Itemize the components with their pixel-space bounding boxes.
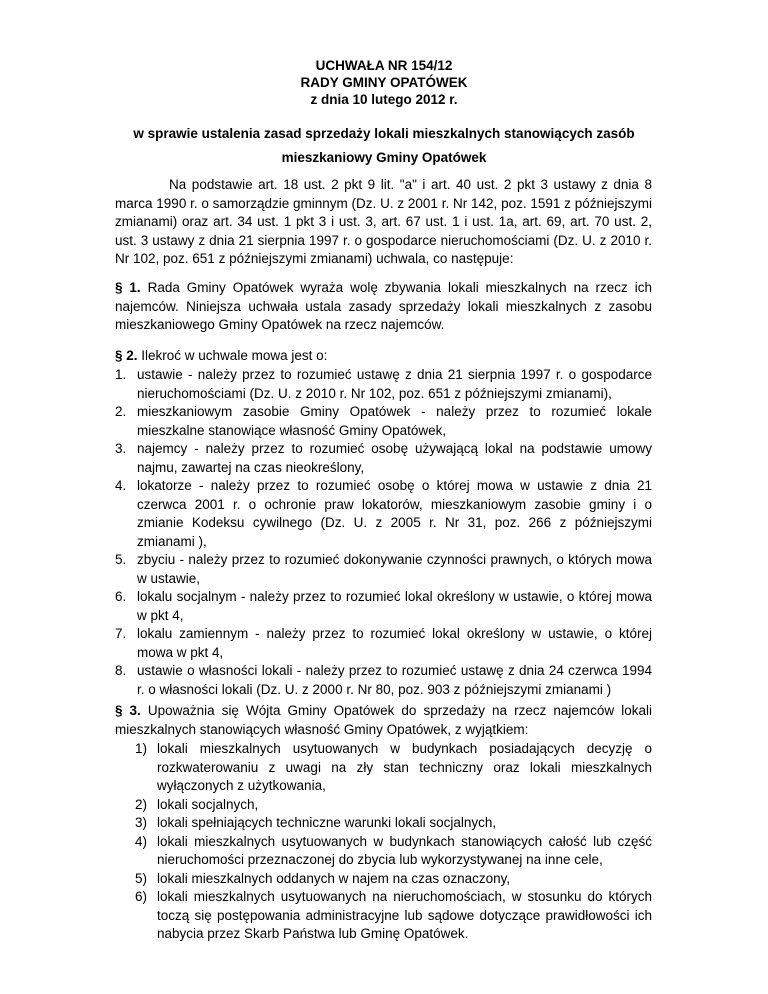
list-item-number: 1.: [115, 367, 127, 382]
section-3-text: Upoważnia się Wójta Gminy Opatówek do sprzedaży na rzecz najemców lokali mieszkalnych stanowiących własność Gminy Opatówek, z wyjątkiem:: [115, 703, 652, 737]
list-item: [115, 625, 652, 662]
list-item: [135, 833, 652, 870]
list-item: [135, 796, 652, 815]
list-item: [135, 870, 652, 889]
list-item: [115, 366, 652, 403]
list-item-text: lokali mieszkalnych usytuowanych w budynkach stanowiących całość lub część nieruchomości przeznaczonej do zbycia lub wykorzystywanej na inne cele,: [157, 833, 652, 867]
list-item: [135, 740, 652, 796]
list-item-number: 2): [135, 796, 148, 812]
list-item-number: 4): [135, 833, 148, 849]
list-item: [115, 662, 652, 699]
list-item-text: lokatorze - należy przez to rozumieć osobę o której mowa w ustawie z dnia 21 czerwca 2001 r. o ochronie praw lokatorów, mieszkaniowym zasobie gminy i o zmianie Kodeksu cywilnego (Dz. U. z 2005 r. Nr 31, poz. 266 z późniejszymi zmianami ),: [137, 478, 652, 549]
section-2-text: Ilekroć w uchwale mowa jest o:: [137, 348, 328, 363]
section-1-text: Rada Gminy Opatówek wyraża wolę zbywania lokali mieszkalnych na rzecz ich najemców. Niniejsza uchwała ustala zasady sprzedaży lokali mieszkalnych z zasobu mieszkaniowego Gminy Opatówek na rzecz najemców.: [115, 280, 652, 332]
list-item-text: ustawie - należy przez to rozumieć ustawę z dnia 21 sierpnia 1997 r. o gospodarce nieruchomościami (Dz. U. z 2010 r. Nr 102, poz. 651 z późniejszymi zmianami),: [137, 367, 652, 401]
list-item: [115, 588, 652, 625]
list-item-number: 7.: [115, 626, 127, 641]
list-item: [115, 477, 652, 551]
list-item: [135, 888, 652, 944]
section-3-label: § 3.: [115, 703, 141, 718]
list-item: [115, 403, 652, 440]
list-item-text: zbyciu - należy przez to rozumieć dokonywanie czynności prawnych, o których mowa w ustawie,: [137, 552, 652, 586]
list-item: [115, 551, 652, 588]
section-2: [115, 347, 652, 366]
subject-line-1: w sprawie ustalenia zasad sprzedaży lokali mieszkalnych stanowiących zasób: [133, 126, 635, 141]
list-item-number: 3): [135, 815, 148, 830]
list-item: [135, 814, 652, 833]
subject-line-2: mieszkaniowy Gminy Opatówek: [281, 150, 487, 165]
list-item-number: 4.: [115, 478, 127, 493]
list-item-number: 1): [135, 741, 148, 756]
list-item-number: 5.: [115, 552, 127, 567]
resolution-date: z dnia 10 lutego 2012 r.: [310, 92, 458, 107]
section-3-exceptions-list: [135, 740, 652, 944]
list-item-text: lokalu zamiennym - należy przez to rozumieć lokal określony w ustawie, o której mowa w pkt 4,: [137, 626, 652, 660]
list-item: [115, 440, 652, 477]
list-item-number: 2.: [115, 404, 127, 419]
list-item-text: mieszkaniowym zasobie Gminy Opatówek - należy przez to rozumieć lokale mieszkalne stanowiące własność Gminy Opatówek,: [137, 404, 652, 438]
list-item-text: lokali mieszkalnych usytuowanych na nieruchomościach, w stosunku do których toczą się postępowania administracyjne lub sądowe dotyczące prawidłowości ich nabycia przez Skarb Państwa lub Gminę Opatówek.: [157, 889, 652, 941]
list-item-number: 6.: [115, 589, 127, 604]
section-2-definitions-list: [115, 366, 652, 699]
list-item-number: 3.: [115, 441, 127, 456]
list-item-number: 5): [135, 870, 148, 886]
list-item-text: lokali mieszkalnych oddanych w najem na czas oznaczony,: [157, 870, 511, 886]
list-item-text: lokalu socjalnym - należy przez to rozumieć lokal określony w ustawie, o której mowa w pkt 4,: [137, 589, 652, 623]
list-item-text: lokali socjalnych,: [157, 796, 259, 812]
list-item-text: lokali spełniających techniczne warunki lokali socjalnych,: [157, 815, 497, 830]
section-1: [115, 279, 652, 335]
list-item-number: 6): [135, 889, 148, 904]
council-name: RADY GMINY OPATÓWEK: [300, 75, 468, 90]
list-item-text: najemcy - należy przez to rozumieć osobę używającą lokal na podstawie umowy najmu, zawartej na czas nieokreślony,: [137, 441, 652, 475]
section-1-label: § 1.: [115, 280, 141, 295]
section-2-label: § 2.: [115, 348, 138, 363]
list-item-number: 8.: [115, 663, 127, 678]
legal-basis-paragraph: Na podstawie art. 18 ust. 2 pkt 9 lit. "a" i art. 40 ust. 2 pkt 3 ustawy z dnia 8 marca 1990 r. o samorządzie gminnym (Dz. U. z 2001 r. Nr 142, poz. 1591 z późniejszymi zmianami) oraz art. 34 ust. 1 pkt 3 i ust. 3, art. 67 ust. 1 i ust. 1a, art. 69, art. 70 ust. 2, ust. 3 ustawy z dnia 21 sierpnia 1997 r. o gospodarce nieruchomościami (Dz. U. z 2010 r. Nr 102, poz. 651 z późniejszymi zmianami) uchwala, co następuje:: [115, 177, 652, 266]
list-item-text: lokali mieszkalnych usytuowanych w budynkach posiadających decyzję o rozkwaterowaniu z uwagi na zły stan techniczny oraz lokali mieszkalnych wyłączonych z użytkowania,: [157, 741, 652, 793]
list-item-text: ustawie o własności lokali - należy przez to rozumieć ustawę z dnia 24 czerwca 1994 r. o własności lokali (Dz. U. z 2000 r. Nr 80, poz. 903 z późniejszymi zmianami ): [137, 663, 652, 697]
section-3: [115, 702, 652, 739]
resolution-number: UCHWAŁA NR 154/12: [315, 58, 453, 73]
